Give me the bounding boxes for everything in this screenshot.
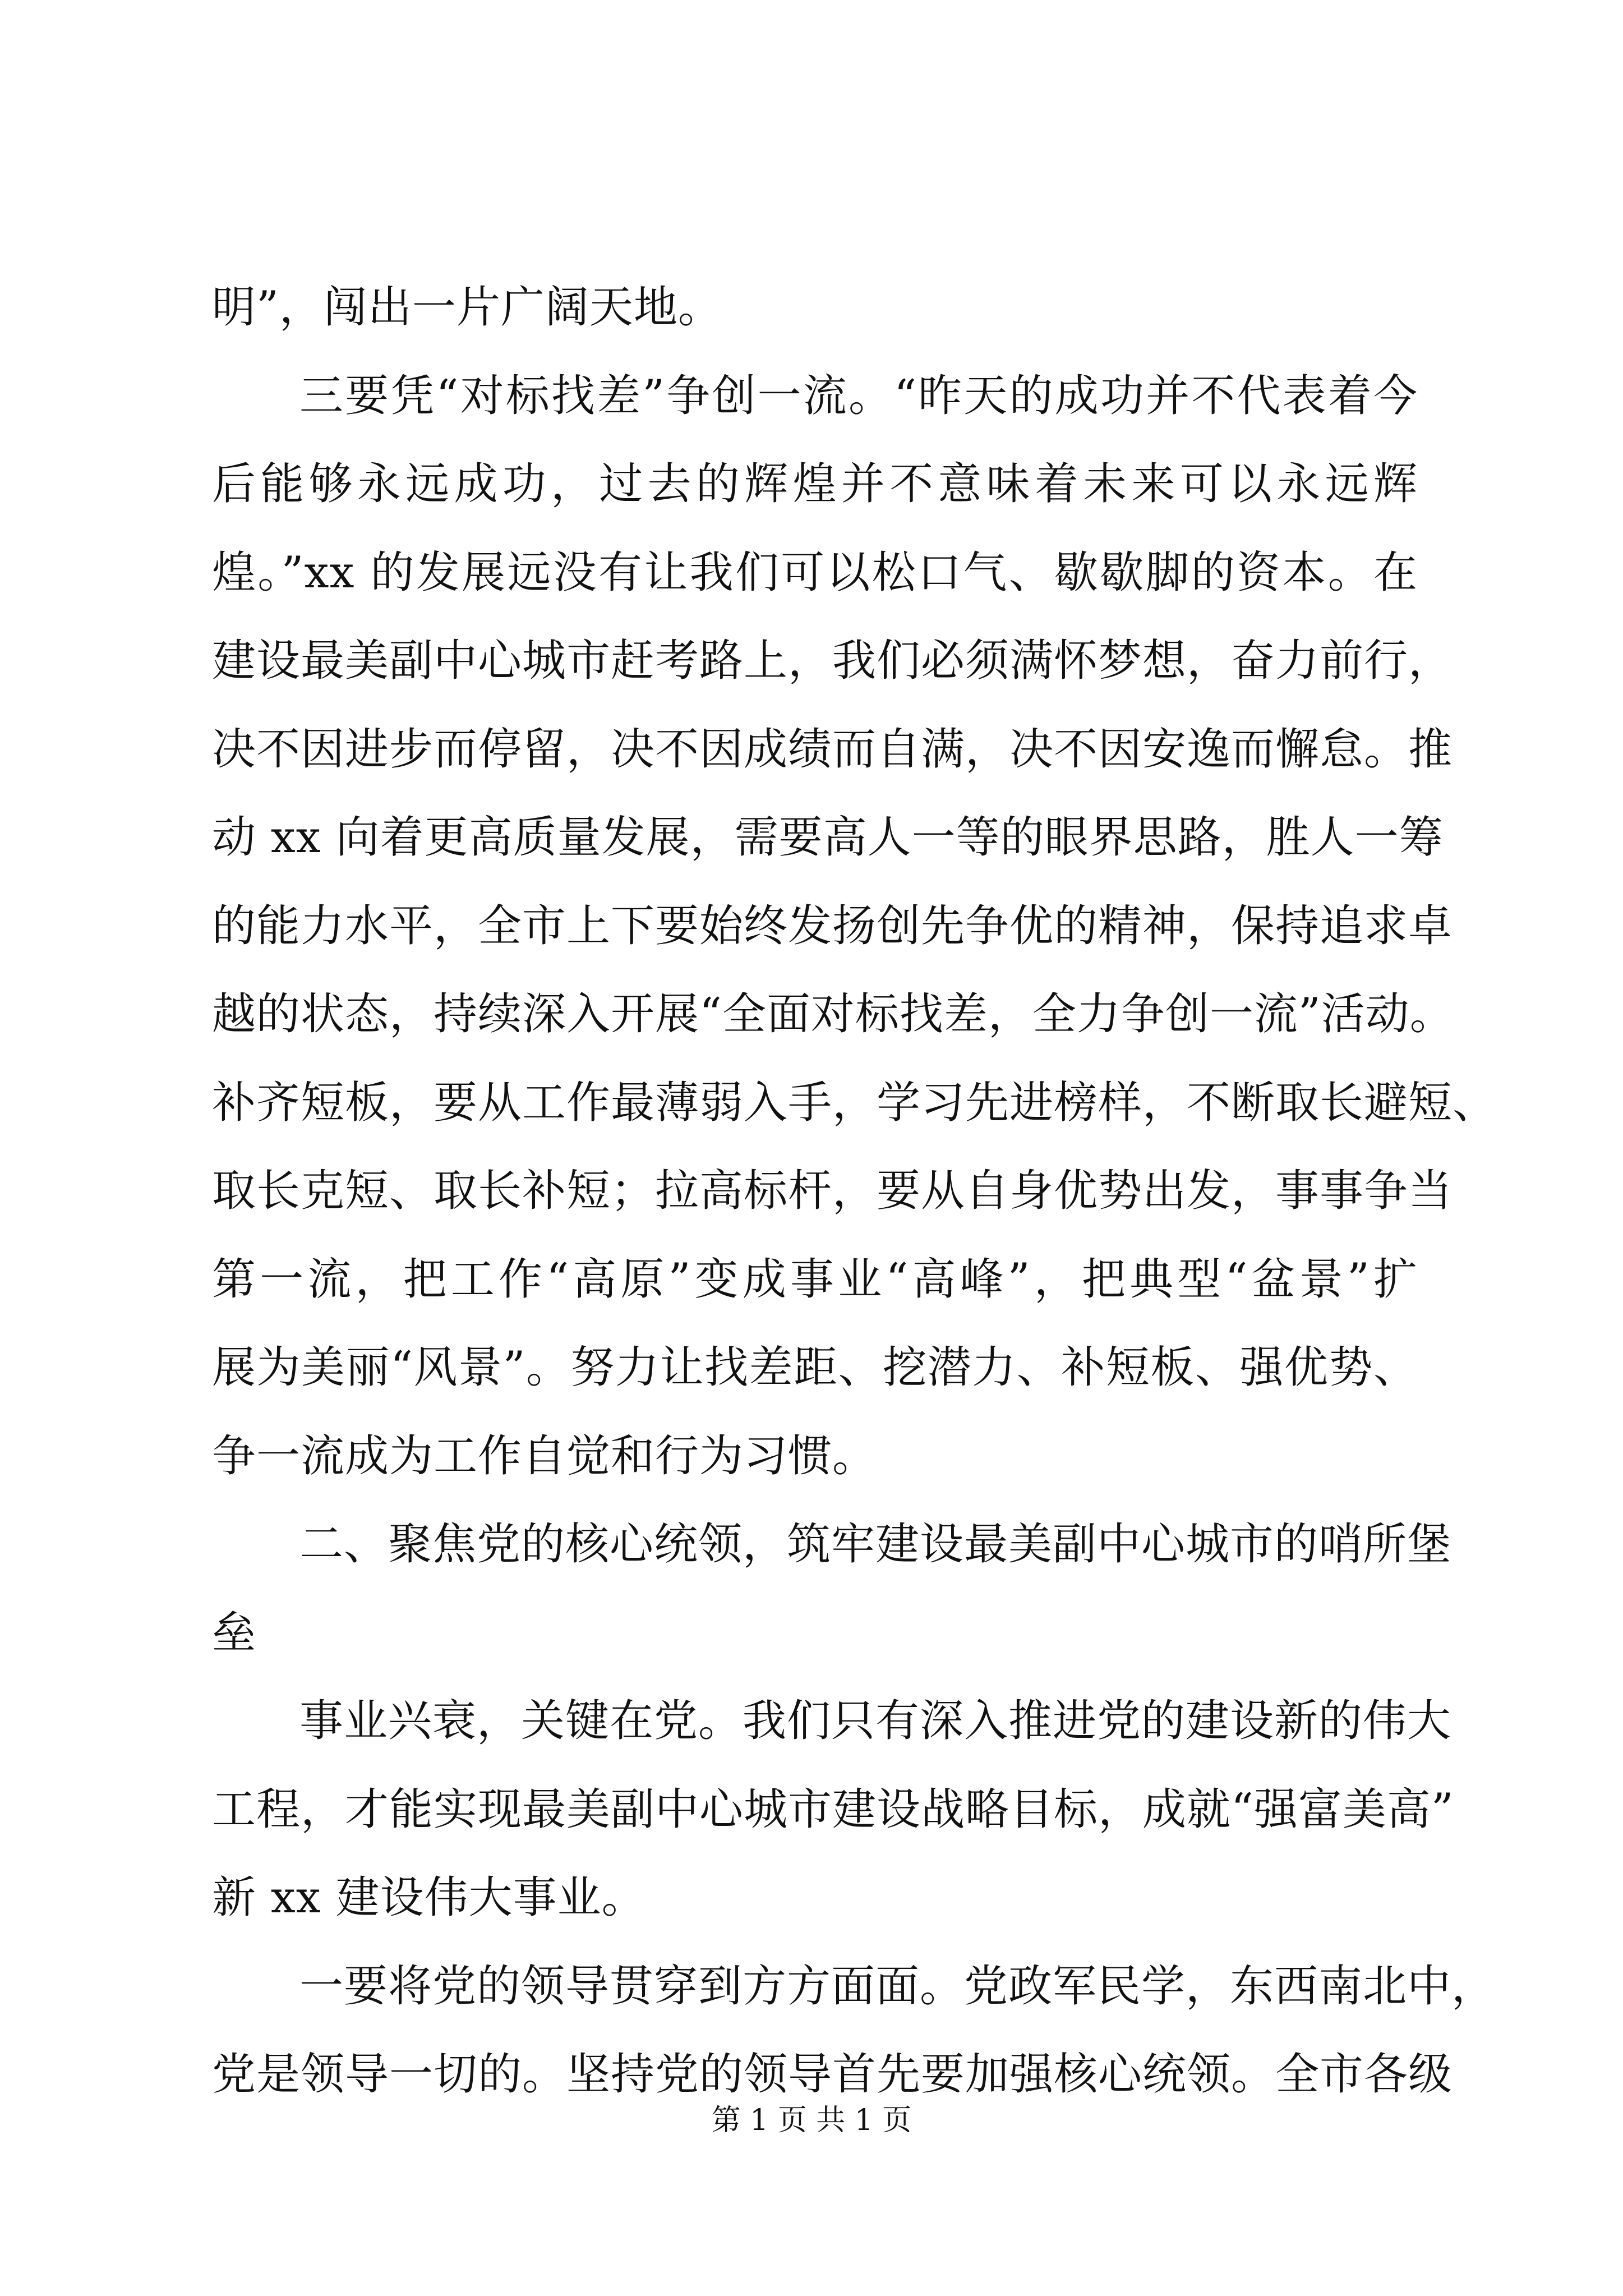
text-line: 工程，才能实现最美副中心城市建设战略目标，成就“强富美高” — [212, 1784, 1454, 1835]
text-line: 后能够永远成功，过去的辉煌并不意味着未来可以永远辉 — [212, 459, 1418, 509]
text-line: 煌。”xx 的发展远没有让我们可以松口气、歇歇脚的资本。在 — [212, 547, 1418, 598]
text-line: 明”，闯出一片广阔天地。 — [212, 282, 722, 333]
section-heading-line: 二、聚焦党的核心统领，筑牢建设最美副中心城市的哨所堡 — [299, 1519, 1452, 1570]
paragraph-first-line: 事业兴衰，关键在党。我们只有深入推进党的建设新的伟大 — [299, 1696, 1452, 1746]
text-line: 争一流成为工作自觉和行为习惯。 — [212, 1430, 877, 1481]
text-line: 越的状态，持续深入开展“全面对标找差，全力争创一流”活动。 — [212, 989, 1454, 1039]
text-line: 取长克短、取长补短；拉高标杆，要从自身优势出发，事事争当 — [212, 1166, 1453, 1216]
text-line: 第一流，把工作“高原”变成事业“高峰”，把典型“盆景”扩 — [212, 1254, 1418, 1305]
section-heading-line: 垒 — [212, 1607, 257, 1658]
text-line: 展为美丽“风景”。努力让找差距、挖潜力、补短板、强优势、 — [212, 1342, 1418, 1393]
text-line: 党是领导一切的。坚持党的领导首先要加强核心统领。全市各级 — [212, 2049, 1453, 2100]
text-line: 补齐短板，要从工作最薄弱入手，学习先进榜样，不断取长避短、 — [212, 1077, 1497, 1128]
text-line: 新 xx 建设伟大事业。 — [212, 1872, 646, 1923]
document-body — [212, 264, 1497, 2119]
text-line: 决不因进步而停留，决不因成绩而自满，决不因安逸而懈怠。推 — [212, 724, 1453, 775]
paragraph-first-line: 一要将党的领导贯穿到方方面面。党政军民学，东西南北中， — [299, 1961, 1496, 2012]
text-line: 动 xx 向着更高质量发展，需要高人一等的眼界思路，胜人一筹 — [212, 812, 1444, 863]
text-line: 建设最美副中心城市赶考路上，我们必须满怀梦想，奋力前行， — [212, 636, 1453, 686]
page-number-footer: 第 1 页 共 1 页 — [711, 2104, 912, 2137]
text-line: 的能力水平，全市上下要始终发扬创先争优的精神，保持追求卓 — [212, 900, 1453, 951]
paragraph-first-line: 三要凭“对标找差”争创一流。“昨天的成功并不代表着今 — [299, 370, 1418, 421]
